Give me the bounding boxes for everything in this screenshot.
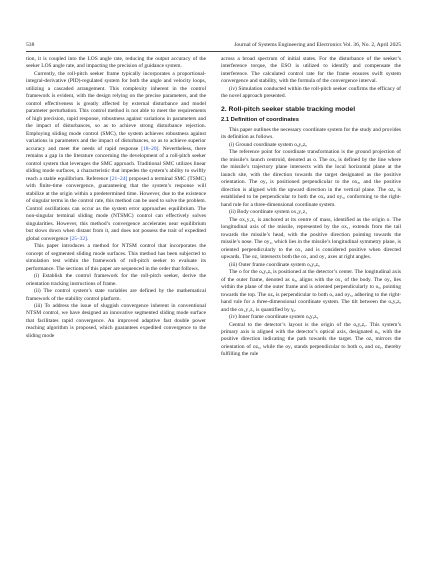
paragraph: The reference point for coordinate transformation is the ground projection of the missile’s launch centroid, denoted as o. The oxₓ is defined by the line where the missile’s trajectory plane intersects with the local horizontal plane at the launch site, with the direction towards the target designated as the positive orientation. The oyₓ is positioned perpendicular to the oxₓ, and the positive direction is aligned with the upward direction in the vertical plane. The ozₓ is established to be perpendicular to both the oxₓ and oyₓ, conforming to the right-hand rule for a three-dimensional coordinate system. xyxy=(221,149,401,208)
citation-link[interactable]: [18–20] xyxy=(141,145,159,152)
citation-link[interactable]: [21–24] xyxy=(110,175,128,182)
text-run: Currently, the roll-pitch seeker frame typically incorporates a proportional-integral-derivative (PID)-regulated system for both the angle and velocity loops, utilizing a cascaded arrangement. This complexity inherent in the control framework is evident, with the design relying on the precise parameters, and the control effectiveness is greatly affected by external disturbance and model parameter perturbation. This control method is not able to meet the requirements of high precision, rapid response, robustness against variations in parameters and the impact of disturbances, so as to achieve strong disturbance rejection. Employing sliding mode control (SMC), the system achieves robustness against variations in parameters and the impact of disturbances, so as to achieve superior accuracy and meet the needs of rapid response xyxy=(26,70,206,152)
left-column xyxy=(26,56,206,340)
paragraph: This paper outlines the necessary coordinate system for the study and provides its definition as follows. xyxy=(221,126,401,141)
text-run: . Nevertheless, there remains a gap in the literature concerning the development of a roll-pitch seeker control system that leverages the SMC approach. Traditional SMC utilizes linear sliding mode surfaces, a characteristic that impedes the system’s ability to swiftly reach a stable equilibrium. Reference xyxy=(26,145,206,182)
section-heading: 2. Roll-pitch seeker stable tracking model xyxy=(221,105,356,113)
paragraph: tion, it is coupled into the LOS angle rate, reducing the output accuracy of the seeker LOS angle rate, and impacting the precision of guidance system. xyxy=(26,56,206,70)
list-item: (i) Establish the control framework for the roll-pitch seeker, derive the orientation tracking instructions of frame. xyxy=(26,273,206,287)
list-item: (ii) The control system’s state variables are defined by the mathematical framework of the stability control platform. xyxy=(26,288,206,302)
text-run: . xyxy=(86,235,89,242)
paragraph: The o for the oₓyₓzₓ is positioned at the detector’s center. The longitudinal axis of the outer frame, denoted as oₓ, aligns with the ox₁ of the body. The oyₓ lies within the plane of the outer frame and is oriented perpendicularly to oₓ, pointing towards the top. The ozₓ is perpendicular to both oₓ and oyₓ, adhering to the right-hand rule for a three-dimensional coordinate system. The tilt between the oₓyₓzₓ and the ox₁y₁z₁ is quantified by γₓ. xyxy=(221,269,401,313)
list-item: (iii) To address the issue of sluggish convergence inherent in conventional NTSM control, we have designed an innovative segmented sliding mode surface that facilitates rapid convergence. An improved adaptive fast double power reaching algorithm is proposed, which guarantees expedited convergence to the sliding mode xyxy=(26,302,206,339)
page-header xyxy=(26,42,401,52)
paragraph xyxy=(26,71,206,243)
list-item: (iii) Outer frame coordinate system oₓyₓzₓ xyxy=(229,261,320,268)
right-column xyxy=(221,56,401,359)
list-item: (i) Ground coordinate system oₓyₓzₓ xyxy=(229,141,307,148)
paragraph: This paper introduces a method for NTSM control that incorporates the concept of segmented sliding mode surfaces. This method has been subjected to simulation test within the framework of roll-pitch seeker to evaluate its performance. The sections of this paper are sequenced in the order that follows. xyxy=(26,243,206,272)
paragraph: across a broad spectrum of initial states. For the disturbance of the seeker’s interference torque, the ESO is utilized to identify and compensate the interference. The calculated control rate for the frame ensures swift system convergence and stability, with the formula of the convergence interval. xyxy=(221,56,401,85)
citation-link[interactable]: [25–32] xyxy=(69,235,87,242)
paragraph: Central to the detector’s layout is the origin of the oᵧyᵧzᵧ. This system’s primary axis is aligned with the detector’s optical axis, designated oᵧ, with the positive direction indicating the path towards the target. The ozᵧ mirrors the orientation of ozₓ, while the oyᵧ stands perpendicular to both oᵧ and ozᵧ, thereby fulfilling the rule xyxy=(221,321,401,358)
journal-title: Journal of Systems Engineering and Electronics Vol. 36, No. 2, April 2025 xyxy=(234,42,401,48)
list-item: (iv) Simulation conducted within the roll-pitch seeker confirms the efficacy of the novel approach presented. xyxy=(221,85,401,100)
subsection-heading: 2.1 Definition of coordinates xyxy=(221,116,299,123)
list-item: (ii) Body coordinate system ox₁y₁z₁ xyxy=(229,209,308,216)
text-run: proposed a terminal SMC (TSMC) with finite-time convergence, guaranteeing that the system’s response will stabilize at the origin within a predetermined time. However, due to the existence of singular terms in the control rate, this method can be used to solve the problem. Control oscillations can occur as the system error approaches equilibrium. The non-singular terminal sliding mode (NTSMC) control can effectively solves singularities. However, this method’s convergence accelerates near equilibrium but slows down when distant from it, and does not possess the trait of expedited global convergence xyxy=(26,175,206,242)
paragraph: The ox₁y₁z₁ is anchored at its centre of mass, identified as the origin o. The longitudinal axis of the missile, represented by the ox₁, extends from the tail towards the missile’s head, with the positive direction pointing towards the missile’s nose. The oy₁, which lies in the missile’s longitudinal symmetry plane, is oriented perpendicularly to the ox₁ and is considered positive when directed upwards. The oz₁ intersects both the ox₁ and oy₁ axes at right angles. xyxy=(221,216,401,261)
list-item: (iv) Inner frame coordinate system oᵧyᵧzᵧ xyxy=(229,314,319,321)
page-number: 538 xyxy=(26,42,35,48)
